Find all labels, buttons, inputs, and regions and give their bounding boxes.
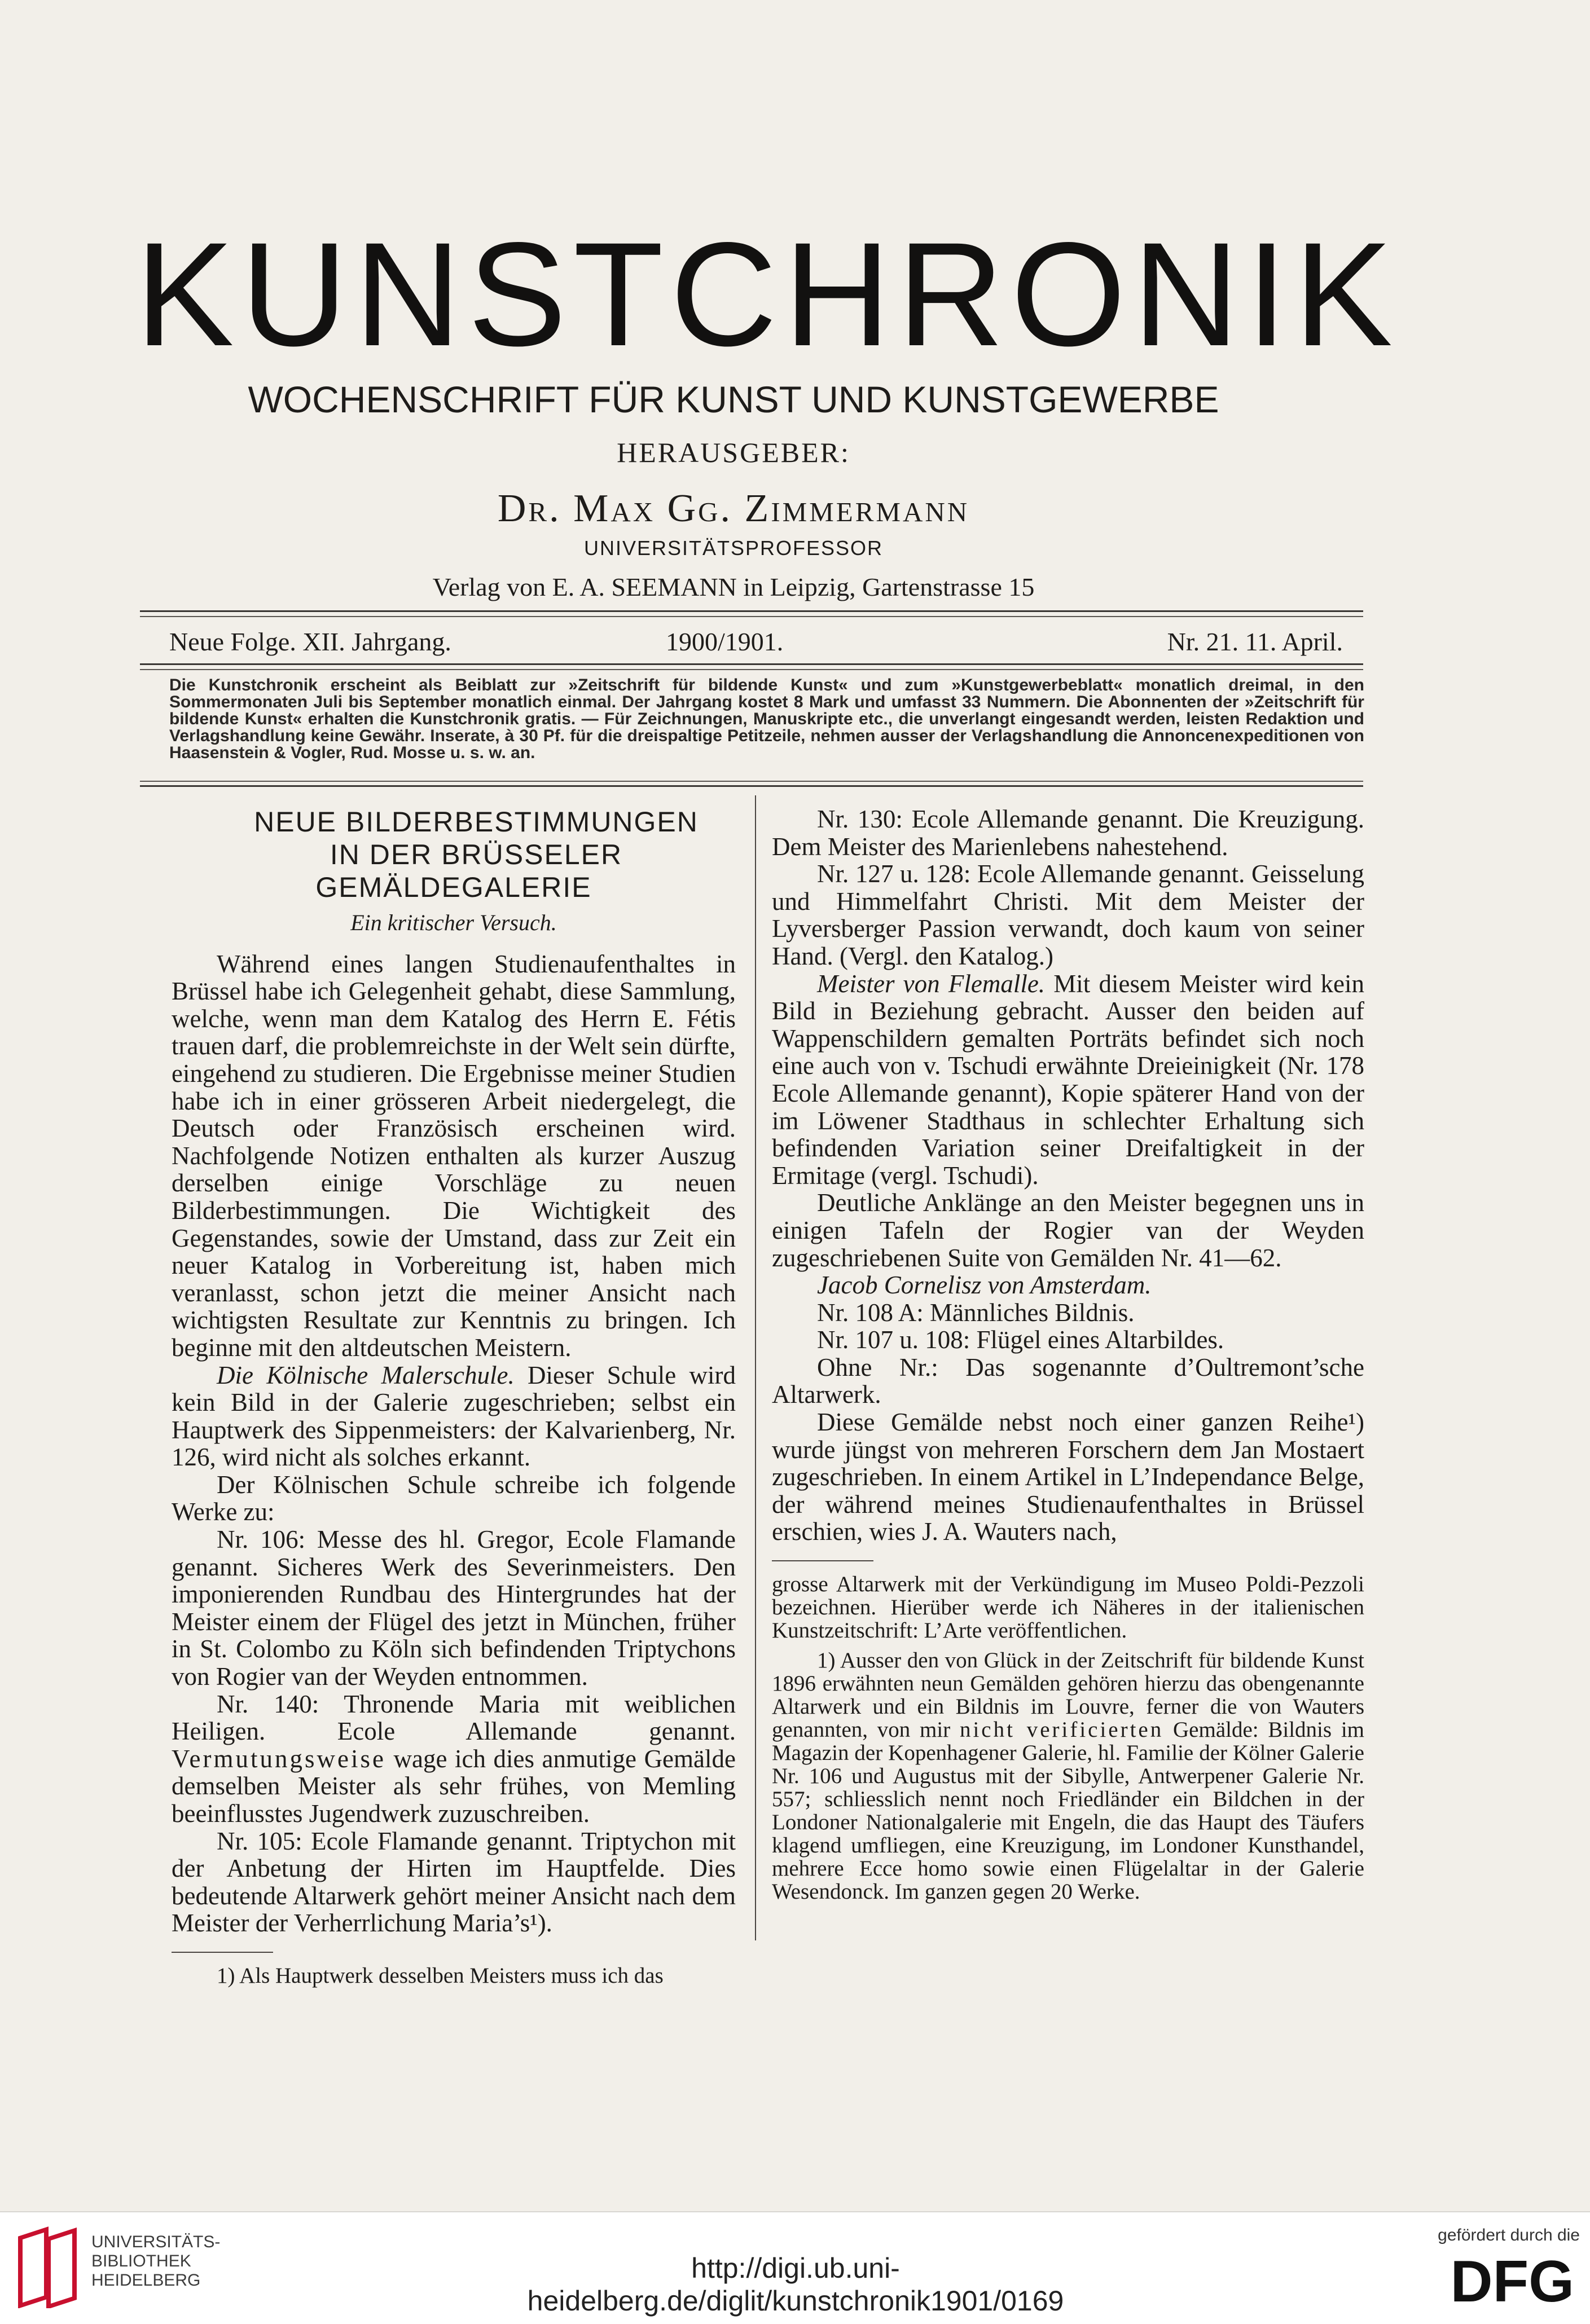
masthead-title: KUNSTCHRONIK — [135, 212, 1400, 377]
masthead-rule-top-thin — [140, 616, 1363, 617]
digitization-footer — [0, 2211, 1590, 2324]
right-paragraph-4: Deutliche Anklänge an den Meister begegnen uns in einigen Tafeln der Rogier van der Weyden zugeschriebenen Suite von Gemälden Nr. 41—62. — [772, 1189, 1364, 1272]
left-paragraph-5-a: Nr. 140: Thronende Maria mit weiblichen Heiligen. Ecole Allemande genannt. — [172, 1689, 736, 1746]
logo-text-line1: UNIVERSITÄTS- — [91, 2233, 221, 2251]
issue-number: Nr. 21. 11. April. — [1167, 627, 1343, 656]
section-head-koelnische: Die Kölnische Malerschule. — [217, 1361, 515, 1389]
left-paragraph-2 — [172, 1362, 736, 1471]
article-column-right — [772, 806, 1364, 1903]
source-url-link[interactable]: http://digi.ub.uni-heidelberg.de/diglit/kunstchronik1901/0169 — [527, 2252, 1064, 2317]
left-paragraph-6: Nr. 105: Ecole Flamande genannt. Triptychon mit der Anbetung der Hirten im Hauptfelde. Dies bedeutende Altarwerk gehört meiner Ansicht nach dem Meister der Verherrlichung Maria’s¹). — [172, 1826, 736, 1938]
right-paragraph-2: Nr. 127 u. 128: Ecole Allemande genannt. Geisselung und Himmelfahrt Christi. Mit dem Meister der Lyversberger Passion verwandt, doch kaum von seiner Hand. (Vergl. den Katalog.) — [772, 860, 1364, 970]
right-footnote-1-a: 1) Ausser den von Glück in der Zeitschrift für bildende Kunst 1896 erwähnten neun Gemälden gehören hierzu das obengenannte Altarwerk und ein Bildnis im Louvre, ferner die von Wauters genannten, von mir — [772, 1648, 1364, 1742]
left-paragraph-1: Während eines langen Studienaufenthaltes in Brüssel habe ich Gelegenheit gehabt, diese Sammlung, welche, wenn man dem Katalog des Herrn E. Fétis trauen darf, die problemreichste in der Welt sein dürfte, eingehend zu studieren. Die Ergebnisse meiner Studien habe ich in einer grösseren Arbeit niedergelegt, die Deutsch oder Französisch erscheinen wird. Nachfolgende Notizen enthalten als kurzer Auszug derselben einige Vorschläge zu neuen Bilderbestimmungen. Die Wichtigkeit des Gegenstandes, sowie der Umstand, dass zur Zeit ein neuer Katalog in Vorbereitung ist, haben mich veranlasst, schon jetzt die meiner Ansicht nach wichtigsten Resultate zur Kenntnis zu bringen. Ich beginne mit den altdeutschen Meistern. — [172, 949, 736, 1362]
logo-text-line2: BIBLIOTHEK — [91, 2252, 191, 2270]
publisher-line: Verlag von E. A. SEEMANN in Leipzig, Gartenstrasse 15 — [432, 573, 1035, 601]
right-paragraph-1: Nr. 130: Ecole Allemande genannt. Die Kreuzigung. Dem Meister des Marienlebens nahestehend. — [772, 805, 1364, 861]
right-paragraph-3-body: Mit diesem Meister wird kein Bild in Beziehung gebracht. Ausser den beiden auf Wappenschildern gemalten Porträts befindet sich noch eine auch von v. Tschudi erwähnte Dreieinigkeit (Nr. 178 Ecole Allemande genannt), Kopie späterer Hand von der im Löwener Stadthaus in schlechter Erhaltung sich befindenden Variation seiner Dreifaltigkeit in der Ermitage (vergl. Tschudi). — [772, 969, 1364, 1190]
dfg-logo-icon — [1405, 2247, 1574, 2309]
left-paragraph-5-b: wage ich dies anmutige Gemälde demselben Meister als sehr frühes, von Memling beeinflusstes Jugendwerk zuzuschreiben. — [172, 1744, 736, 1828]
right-footnote-1-spaced: nicht verificierten — [959, 1718, 1164, 1742]
editor-title: UNIVERSITÄTSPROFESSOR — [583, 536, 884, 560]
issue-info-row — [169, 624, 1343, 660]
footnote-rule-right — [772, 1560, 873, 1561]
masthead-rule-top — [140, 610, 1363, 612]
university-library-logo-text — [91, 2233, 220, 2290]
university-library-logo-icon — [16, 2224, 84, 2308]
right-footnote-1-b: Gemälde: Bildnis im Magazin der Kopenhagener Galerie, hl. Familie der Kölner Galerie Nr. 106 und Augustus mit der Sibylle, Antwerpener Galerie Nr. 557; schliesslich nennt noch Friedländer ein Bildchen in der Londoner Nationalgalerie mit Engeln, die das Haupt des Täufers klagend umfliegen, eine Kreuzigung, im Londoner Kunsthandel, mehrere Ecce homo sowie einen Flügelaltar in der Galerie Wesendonck. Im ganzen gegen 20 Werke. — [772, 1718, 1364, 1904]
notice-rule-thick — [140, 785, 1363, 787]
masthead-subtitle: WOCHENSCHRIFT FÜR KUNST UND KUNSTGEWERBE — [248, 378, 1219, 420]
issue-rule — [140, 663, 1363, 665]
right-paragraph-7: Nr. 107 u. 108: Flügel eines Altarbildes. — [817, 1326, 1224, 1354]
logo-text-line3: HEIDELBERG — [91, 2271, 201, 2290]
issue-rule-thin — [140, 669, 1363, 670]
notice-rule — [140, 781, 1363, 782]
left-paragraph-2-body: Dieser Schule wird kein Bild in der Galerie zugeschrieben; selbst ein Hauptwerk des Sippenmeisters: der Kalvarienberg, Nr. 126, wird nicht als solches erkannt. — [172, 1361, 736, 1472]
right-paragraph-9: Diese Gemälde nebst noch einer ganzen Reihe¹) wurde jüngst von mehreren Forschern dem Jan Mostaert zugeschrieben. In einem Artikel in L’Independance Belge, der während meines Studienaufenthaltes in Brüssel erschien, wies J. A. Wauters nach, — [772, 1408, 1364, 1546]
article-title-line2: IN DER BRÜSSELER GEMÄLDEGALERIE — [315, 839, 623, 903]
left-paragraph-5 — [172, 1691, 736, 1828]
right-paragraph-3 — [772, 970, 1364, 1190]
section-head-cornelisz: Jacob Cornelisz von Amsterdam. — [817, 1271, 1152, 1300]
article-title-line1: NEUE BILDERBESTIMMUNGEN — [254, 806, 699, 838]
right-paragraph-8: Ohne Nr.: Das sogenannte d’Oultremont’sche Altarwerk. — [772, 1353, 1364, 1409]
right-footnote-1 — [772, 1649, 1364, 1903]
left-paragraph-4: Nr. 106: Messe des hl. Gregor, Ecole Flamande genannt. Sicheres Werk des Severinmeisters. Den imponierenden Rundbau des Hintergrundes hat der Meister einem der Flügel des jetzt in München, früher in St. Colombo zu Köln sich befindenden Triptychons von Rogier van der Weyden entnommen. — [172, 1525, 736, 1691]
subscription-notice: Die Kunstchronik erscheint als Beiblatt zur »Zeitschrift für bildende Kunst« und zum »Kunstgewerbeblatt« monatlich dreimal, in den Sommermonaten Juli bis September monatlich einmal. Der Jahrgang kostet 8 Mark und umfasst 33 Nummern. Die Abonnenten der »Zeitschrift für bildende Kunst« erhalten die Kunstchronik gratis. — Für Zeichnungen, Manuskripte etc., die unverlangt eingesandt werden, leisten Redaktion und Verlagshandlung keine Gewähr. Inserate, à 30 Pf. für die dreispaltige Petitzeile, nehmen ausser der Verlagshandlung die Annoncenexpeditionen von Haasenstein & Vogler, Rud. Mosse u. s. w. an. — [169, 676, 1364, 762]
article-column-left — [172, 806, 736, 1987]
issue-series: Neue Folge. XII. Jahrgang. — [169, 627, 451, 656]
column-divider — [755, 795, 756, 1940]
right-paragraph-6: Nr. 108 A: Männliches Bildnis. — [817, 1298, 1135, 1327]
funded-by-label: gefördert durch die — [1438, 2226, 1580, 2244]
footnote-rule-left — [172, 1952, 273, 1953]
right-footnote-continued: grosse Altarwerk mit der Verkündigung im Museo Poldi-Pezzoli bezeichnen. Hierüber werde ich Näheres in der italienischen Kunstzeitschrift: L’Arte veröffentlichen. — [772, 1572, 1364, 1643]
dfg-logo-text: DFG — [1450, 2249, 1574, 2309]
editor-label: HERAUSGEBER: — [617, 437, 850, 468]
editor-name: Dr. Max Gg. Zimmermann — [497, 487, 970, 530]
section-head-flemalle: Meister von Flemalle. — [817, 969, 1046, 998]
left-paragraph-3: Der Kölnischen Schule schreibe ich folgende Werke zu: — [172, 1470, 736, 1526]
left-paragraph-5-spaced: Vermutungsweise — [172, 1744, 386, 1773]
left-footnote: 1) Als Hauptwerk desselben Meisters muss ich das — [217, 1963, 664, 1988]
article-subtitle: Ein kritischer Versuch. — [350, 910, 557, 935]
issue-year: 1900/1901. — [666, 627, 784, 656]
